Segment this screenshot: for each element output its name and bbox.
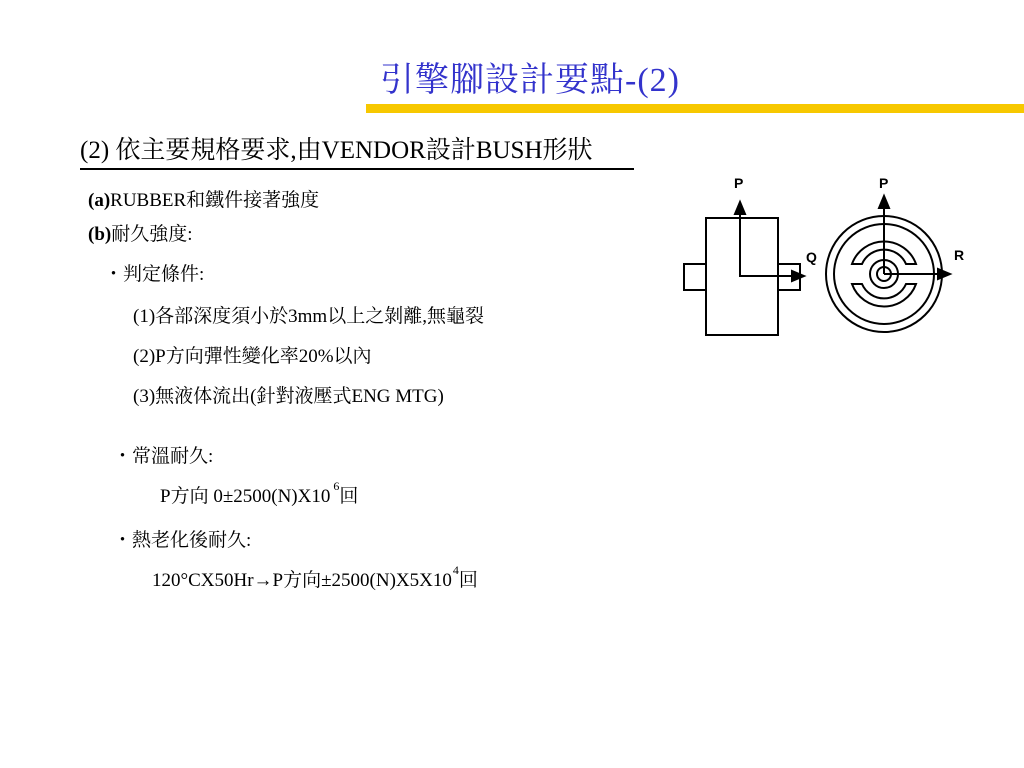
- item-a-text: RUBBER和鐵件接著強度: [110, 190, 320, 211]
- heat-aging-unit: 回: [458, 570, 478, 591]
- page-title: 引擎腳設計要點-(2): [380, 62, 680, 99]
- title-accent-bar: [366, 104, 1024, 113]
- side-view: [684, 202, 804, 335]
- item-b: [88, 224, 193, 246]
- room-temp-spec: [160, 479, 359, 509]
- criteria-1: (1)各部深度須小於3mm以上之剝離,無龜裂: [133, 306, 484, 327]
- heat-aging-line: 120°CX50Hr→P方向±2500(N)X5X10: [152, 570, 452, 591]
- heat-aging-exponent: 4: [452, 563, 459, 577]
- section-heading: (2) 依主要規格要求,由VENDOR設計BUSH形狀: [80, 137, 593, 164]
- heat-aging-title: ・熱老化後耐久:: [113, 530, 252, 551]
- side-view-load-path: [740, 212, 794, 276]
- heading-underline: [80, 168, 634, 170]
- p-arrow-head: [735, 202, 745, 214]
- front-p-arrow-head: [879, 196, 889, 208]
- room-temp-title: ・常溫耐久:: [113, 446, 214, 467]
- q-arrow-head: [792, 271, 804, 281]
- criteria-title: ・判定條件:: [104, 264, 205, 285]
- heat-aging-spec: [152, 563, 478, 593]
- criteria-2: (2)P方向彈性變化率20%以內: [133, 346, 372, 367]
- item-b-text: 耐久強度:: [111, 224, 193, 245]
- front-r-label: R: [954, 247, 965, 263]
- bush-diagram: [672, 172, 982, 347]
- room-temp-line: P方向 0±2500(N)X10: [160, 486, 331, 507]
- item-b-label: (b): [88, 224, 112, 245]
- side-view-left-shaft: [684, 264, 706, 290]
- r-arrow-head: [938, 269, 950, 279]
- side-p-label: P: [734, 175, 744, 191]
- item-a: [88, 190, 319, 212]
- room-temp-unit: 回: [339, 486, 359, 507]
- criteria-3: (3)無液体流出(針對液壓式ENG MTG): [133, 386, 444, 407]
- side-q-label: Q: [806, 249, 817, 265]
- item-a-label: (a): [88, 190, 111, 211]
- room-temp-exponent: 6: [333, 479, 340, 493]
- front-p-label: P: [879, 175, 889, 191]
- front-view: [826, 196, 950, 332]
